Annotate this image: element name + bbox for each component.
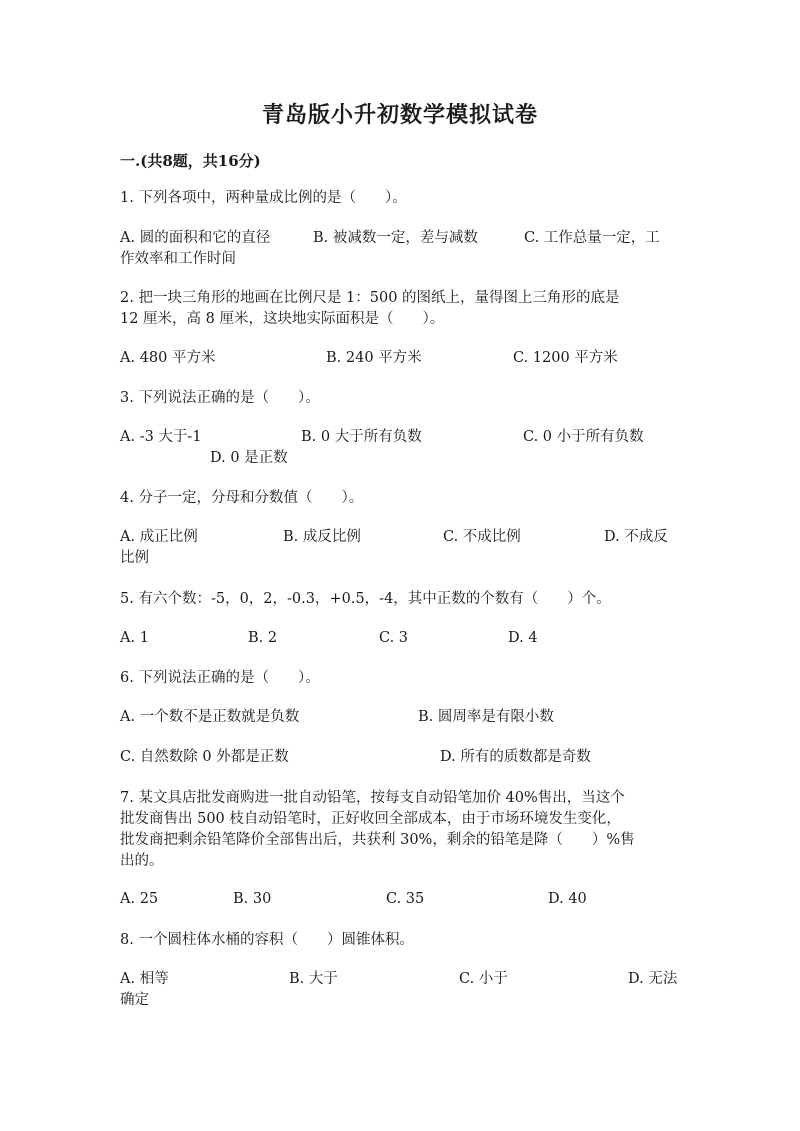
question-4-option-d: D. 不成反 — [604, 529, 668, 545]
exam-title: 青岛版小升初数学模拟试卷 — [261, 102, 538, 128]
question-7-stem-line4: 出的。 — [120, 853, 164, 869]
question-2-option-b: B. 240 平方米 — [326, 350, 422, 366]
question-4-option-d-cont: 比例 — [120, 550, 149, 566]
question-7-stem-line3: 批发商把剩余铅笔降价全部售出后，共获利 30%，剩余的铅笔是降（ ）%售 — [120, 832, 635, 848]
question-6-option-c: C. 自然数除 0 外都是正数 — [120, 749, 289, 765]
question-1-option-c-cont: 作效率和工作时间 — [120, 251, 236, 267]
question-3-option-c: C. 0 小于所有负数 — [523, 429, 644, 445]
question-2-option-c: C. 1200 平方米 — [513, 350, 618, 366]
question-4-stem: 4. 分子一定，分母和分数值（ ）。 — [120, 490, 364, 506]
question-7-options — [120, 889, 680, 911]
question-4-option-a: A. 成正比例 — [120, 529, 198, 545]
question-3-option-b: B. 0 大于所有负数 — [301, 429, 422, 445]
question-6-stem: 6. 下列说法正确的是（ ）。 — [120, 670, 320, 686]
question-7-option-c: C. 35 — [386, 891, 425, 907]
question-7-option-a: A. 25 — [120, 891, 159, 907]
question-6-option-d: D. 所有的质数都是奇数 — [440, 749, 591, 765]
question-2-option-a: A. 480 平方米 — [120, 350, 216, 366]
question-8-stem: 8. 一个圆柱体水桶的容积（ ）圆锥体积。 — [120, 932, 414, 948]
question-5-options — [120, 628, 680, 650]
question-4-option-b: B. 成反比例 — [283, 529, 361, 545]
question-5-option-a: A. 1 — [120, 630, 149, 646]
question-1-option-c: C. 工作总量一定，工 — [524, 230, 660, 246]
question-3-option-a: A. -3 大于-1 — [120, 429, 202, 445]
question-7-stem: 7. 某文具店批发商购进一批自动铅笔，按每支自动铅笔加价 40%售出，当这个 — [120, 790, 625, 806]
question-1-option-a: A. 圆的面积和它的直径 — [120, 230, 271, 246]
question-4-option-c: C. 不成比例 — [443, 529, 521, 545]
question-8-option-d: D. 无法 — [628, 971, 678, 987]
question-5-option-b: B. 2 — [248, 630, 278, 646]
question-3-stem: 3. 下列说法正确的是（ ）。 — [120, 390, 320, 406]
question-2-options — [120, 348, 680, 370]
question-8-option-a: A. 相等 — [120, 971, 169, 987]
question-2-stem: 2. 把一块三角形的地画在比例尺是 1：500 的图纸上，量得图上三角形的底是 — [120, 290, 620, 306]
question-8-option-d-cont: 确定 — [120, 992, 149, 1008]
question-7-option-b: B. 30 — [233, 891, 272, 907]
question-3-option-d: D. 0 是正数 — [210, 450, 288, 466]
question-5-stem: 5. 有六个数：-5，0，2，-0.3，+0.5，-4，其中正数的个数有（ ）个。 — [120, 591, 611, 607]
question-6-options — [120, 707, 680, 769]
question-6-option-b: B. 圆周率是有限小数 — [418, 709, 554, 725]
question-2-stem-cont: 12 厘米，高 8 厘米，这块地实际面积是（ ）。 — [120, 311, 445, 327]
question-7-stem-line2: 批发商售出 500 枝自动铅笔时，正好收回全部成本，由于市场环境发生变化， — [120, 811, 621, 827]
section-heading: 一.(共8题，共16分) — [120, 152, 261, 170]
question-3-options — [120, 427, 680, 471]
question-5-option-d: D. 4 — [508, 630, 538, 646]
question-1-options — [120, 228, 680, 272]
question-4-options — [120, 527, 680, 571]
question-5-option-c: C. 3 — [379, 630, 409, 646]
question-7-option-d: D. 40 — [548, 891, 587, 907]
question-6-option-a: A. 一个数不是正数就是负数 — [120, 709, 300, 725]
question-8-option-c: C. 小于 — [459, 971, 508, 987]
question-8-options — [120, 969, 680, 1013]
question-1-option-b: B. 被减数一定，差与减数 — [313, 230, 478, 246]
question-8-option-b: B. 大于 — [289, 971, 338, 987]
question-1-stem: 1. 下列各项中，两种量成比例的是（ ）。 — [120, 190, 407, 206]
